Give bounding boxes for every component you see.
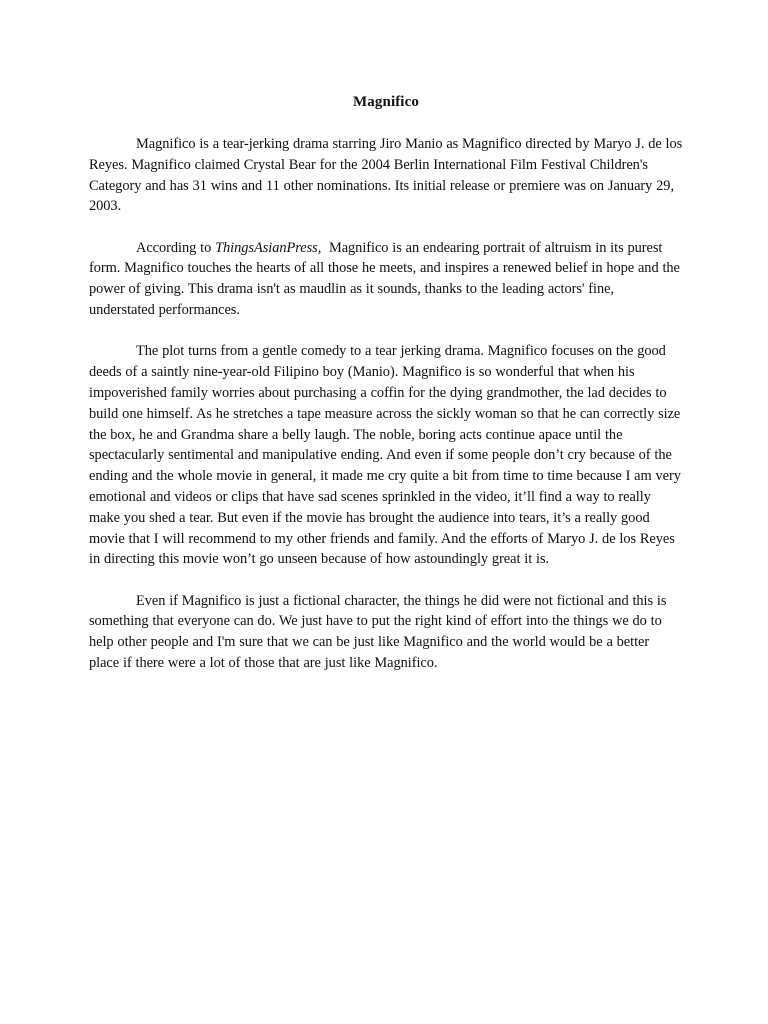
paragraph-plot-text: The plot turns from a gentle comedy to a tear jerking drama. Magnifico focuses on the good deeds of a saintly nine-year-old Filipino boy (Manio). Magnifico is so wonderful that when his impoverished family worries about purchasing a coffin for the dying grandmother, the lad decides to build one himself. As he stretches a tape measure across the sickly woman so that he can correctly size the box, he and Grandma share a belly laugh. The noble, boring acts continue apace until the spectacularly sentimental and manipulative ending. And even if some people don’t cry because of the ending and the whole movie in general, it made me cry quite a bit from time to time because I am very emotional and videos or clips that have sad scenes sprinkled in the video, it’ll find a way to really make you shed a tear. But even if the movie has brought the audience into tears, it’s a really good movie that I will recommend to my other friends and family. And the efforts of Maryo J. de los Reyes in directing this movie won’t go unseen because of how astoundingly great it is. bbox=[89, 343, 681, 568]
paragraph-conclusion bbox=[89, 591, 683, 674]
paragraph-review-quote bbox=[89, 238, 683, 321]
paragraph-intro-text: Magnifico is a tear-jerking drama starring Jiro Manio as Magnifico directed by Maryo J. de los Reyes. Magnifico claimed Crystal Bear for the 2004 Berlin International Film Festival Children's Category and has 31 wins and 11 other nominations. Its initial release or premiere was on January 29, 2003. bbox=[89, 136, 683, 215]
document-title: Magnifico bbox=[353, 94, 419, 110]
paragraph-review-lead: According to bbox=[136, 239, 216, 256]
paragraph-review-rest: Magnifico is an endearing portrait of altruism in its purest form. Magnifico touches the hearts of all those he meets, and inspires a renewed belief in hope and the power of giving. This drama isn't as maudlin as it sounds, thanks to the leading actors' fine, understated performances. bbox=[89, 239, 684, 319]
document-page bbox=[89, 92, 683, 694]
paragraph-plot bbox=[89, 341, 683, 570]
paragraph-conclusion-text: Even if Magnifico is just a fictional character, the things he did were not fictional and this is something that everyone can do. We just have to put the right kind of effort into the things we do to help other people and I'm sure that we can be just like Magnifico and the world would be a better place if there were a lot of those that are just like Magnifico. bbox=[89, 592, 667, 672]
source-name: ThingsAsianPress, bbox=[215, 239, 322, 256]
paragraph-intro bbox=[89, 134, 683, 217]
